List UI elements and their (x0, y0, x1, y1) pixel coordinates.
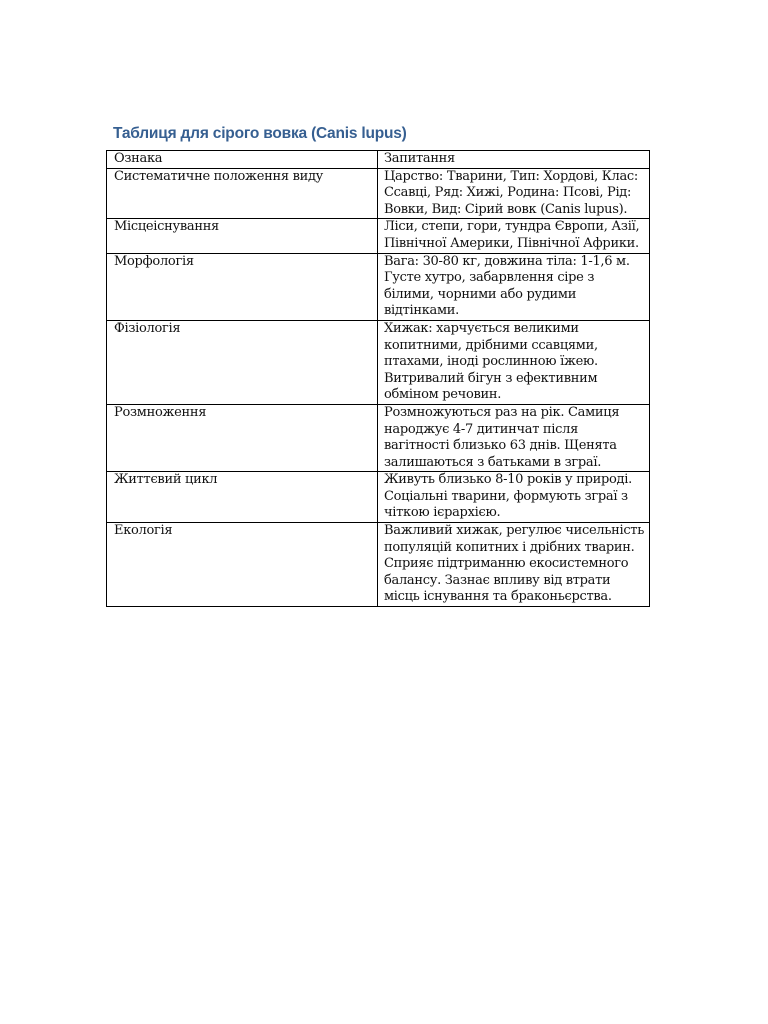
row-feature: Місцеіснування (107, 219, 378, 253)
table-row (107, 404, 650, 471)
row-answer: Хижак: харчується великими копитними, дрібними ссавцями, птахами, іноді рослинною їжею. Витривалий бігун з ефективним обміном речовин. (378, 320, 650, 404)
table-row (107, 253, 650, 320)
table-row (107, 472, 650, 523)
table-row (107, 523, 650, 607)
header-feature: Ознака (107, 151, 378, 169)
table-row (107, 219, 650, 253)
row-feature: Життєвий цикл (107, 472, 378, 523)
row-answer: Важливий хижак, регулює чисельність популяцій копитних і дрібних тварин. Сприяє підтриманню екосистемного балансу. Зазнає впливу від втрати місць існування та браконьєрства. (378, 523, 650, 607)
row-answer: Царство: Тварини, Тип: Хордові, Клас: Ссавці, Ряд: Хижі, Родина: Псові, Рід: Вовки, Вид: Сірий вовк (Canis lupus). (378, 168, 650, 219)
document-title: Таблиця для сірого вовка (Canis lupus) (113, 125, 407, 142)
row-answer: Розмножуються раз на рік. Самиця народжує 4-7 дитинчат після вагітності близько 63 днів. Щенята залишаються з батьками в зграї. (378, 404, 650, 471)
table-header-row (107, 151, 650, 169)
row-answer: Живуть близько 8-10 років у природі. Соціальні тварини, формують зграї з чіткою ієрархією. (378, 472, 650, 523)
row-feature: Морфологія (107, 253, 378, 320)
header-question: Запитання (378, 151, 650, 169)
table-row (107, 168, 650, 219)
row-answer: Ліси, степи, гори, тундра Європи, Азії, Північної Америки, Північної Африки. (378, 219, 650, 253)
row-feature: Фізіологія (107, 320, 378, 404)
row-feature: Систематичне положення виду (107, 168, 378, 219)
table-row (107, 320, 650, 404)
row-answer: Вага: 30-80 кг, довжина тіла: 1-1,6 м. Густе хутро, забарвлення сіре з білими, чорними або рудими відтінками. (378, 253, 650, 320)
wolf-info-table (106, 150, 650, 607)
row-feature: Розмноження (107, 404, 378, 471)
row-feature: Екологія (107, 523, 378, 607)
